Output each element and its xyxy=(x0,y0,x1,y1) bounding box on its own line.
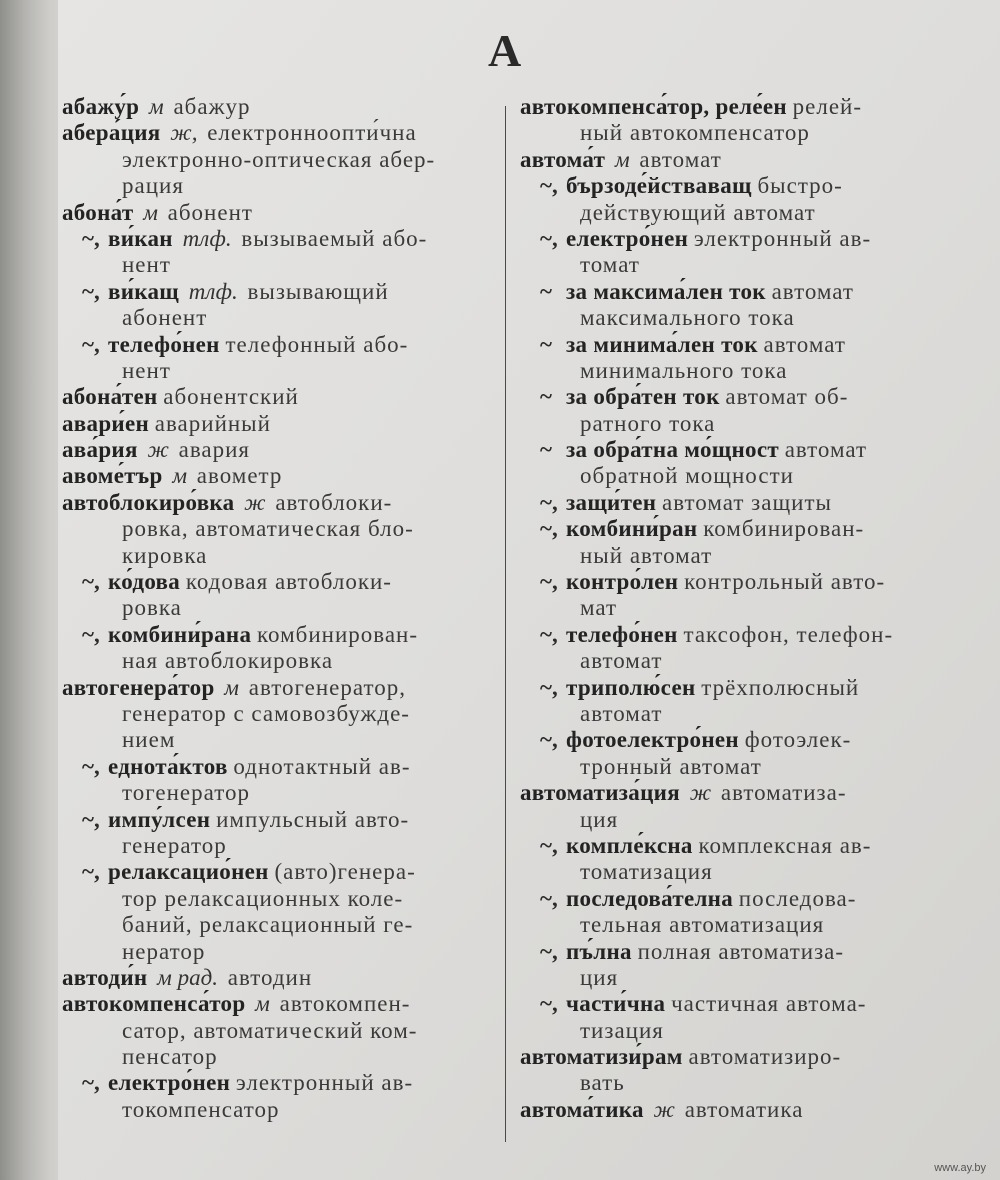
translation: фотоэлек- xyxy=(744,727,852,753)
translation: автоблоки- xyxy=(275,489,393,515)
dictionary-line xyxy=(62,543,490,569)
translation: пенсатор xyxy=(122,1044,218,1070)
dictionary-line xyxy=(62,147,490,173)
translation: контрольный авто- xyxy=(684,569,886,595)
translation: релей- xyxy=(792,94,863,119)
translation: электронный ав- xyxy=(235,1070,414,1096)
translation: томат xyxy=(580,252,640,278)
translation: ровка, автоматическая бло- xyxy=(122,516,414,542)
dictionary-line xyxy=(62,939,490,965)
dictionary-line xyxy=(520,648,940,674)
dictionary-line xyxy=(520,411,940,437)
tilde-marker: ~, xyxy=(540,173,558,199)
dictionary-line xyxy=(520,754,940,780)
translation: электронный ав- xyxy=(693,225,872,251)
tilde-marker: ~, xyxy=(82,859,100,885)
headword: фотоелектро́нен xyxy=(566,727,739,753)
tilde-marker: ~, xyxy=(540,225,558,251)
tilde-marker: ~, xyxy=(82,225,100,251)
translation: тизация xyxy=(580,1017,664,1043)
left-column xyxy=(62,94,490,1123)
headword: автогенера́тор xyxy=(62,674,215,700)
translation: мат xyxy=(580,595,618,621)
tilde-marker: ~, xyxy=(82,753,100,779)
translation: баний, релаксационный ге- xyxy=(122,912,414,938)
dictionary-line xyxy=(62,332,490,358)
translation: ный автомат xyxy=(580,542,713,568)
translation: автомат xyxy=(580,700,663,726)
dictionary-line xyxy=(520,94,940,120)
translation: телефонный або- xyxy=(225,331,409,357)
dictionary-line xyxy=(62,569,490,595)
grammar-label: м xyxy=(149,94,164,119)
tilde-marker: ~, xyxy=(540,991,558,1017)
headword: авари́ен xyxy=(62,410,150,436)
dictionary-line xyxy=(520,305,940,331)
translation: тогенератор xyxy=(122,780,250,806)
translation: полная автоматиза- xyxy=(637,938,845,964)
translation: абонент xyxy=(122,305,208,331)
dictionary-line xyxy=(62,1097,490,1123)
dictionary-line xyxy=(62,807,490,833)
dictionary-line xyxy=(62,701,490,727)
translation: ратного тока xyxy=(580,410,716,436)
translation: последова- xyxy=(738,885,857,911)
headword: ко́дова xyxy=(108,569,181,595)
headword: автокомпенса́тор, реле́ен xyxy=(520,94,787,119)
translation: ровка xyxy=(122,595,182,621)
dictionary-line xyxy=(62,173,490,199)
translation: авария xyxy=(178,437,250,463)
translation: автокомпен- xyxy=(279,991,411,1017)
tilde-marker: ~ xyxy=(540,437,552,463)
translation: импульсный авто- xyxy=(216,806,410,832)
tilde-marker: ~, xyxy=(540,832,558,858)
dictionary-line xyxy=(520,147,940,173)
dictionary-line xyxy=(62,437,490,463)
dictionary-line xyxy=(520,701,940,727)
dictionary-line xyxy=(62,226,490,252)
translation: ный автокомпенсатор xyxy=(580,120,810,146)
dictionary-line xyxy=(520,595,940,621)
tilde-marker: ~, xyxy=(82,1070,100,1096)
translation: тронный автомат xyxy=(580,753,762,779)
tilde-marker: ~, xyxy=(82,806,100,832)
translation: вызывающий xyxy=(247,278,389,304)
headword: последова́телна xyxy=(566,885,734,911)
tilde-marker: ~, xyxy=(82,621,100,647)
headword: електро́нен xyxy=(108,1070,231,1096)
headword: компле́ксна xyxy=(566,832,693,858)
translation: автомат xyxy=(639,146,722,172)
headword: бързоде́йстваващ xyxy=(566,173,752,199)
dictionary-line xyxy=(520,675,940,701)
grammar-label: ж xyxy=(244,489,266,515)
dictionary-line xyxy=(520,437,940,463)
right-column xyxy=(520,94,940,1123)
translation: генератор xyxy=(122,832,227,858)
grammar-label: ж xyxy=(147,437,169,463)
headword: комбини́рана xyxy=(108,621,252,647)
dictionary-line xyxy=(520,912,940,938)
dictionary-line xyxy=(62,358,490,384)
translation: автомат защиты xyxy=(662,489,832,515)
grammar-label: тлф. xyxy=(182,225,232,251)
grammar-label: ж xyxy=(689,780,712,806)
dictionary-line xyxy=(62,965,490,991)
dictionary-line xyxy=(520,622,940,648)
translation: трёхполюсный xyxy=(701,674,860,700)
grammar-label: тлф. xyxy=(188,278,238,304)
headword: автокомпенса́тор xyxy=(62,991,246,1017)
translation: (авто)генера- xyxy=(274,859,416,885)
translation: комбинирован- xyxy=(703,516,865,542)
headword: абера́ция xyxy=(62,120,161,146)
dictionary-line xyxy=(520,727,940,753)
dictionary-line xyxy=(520,543,940,569)
dictionary-line xyxy=(520,1044,940,1070)
headword: импу́лсен xyxy=(108,806,211,832)
translation: кировка xyxy=(122,542,208,568)
dictionary-line xyxy=(520,173,940,199)
dictionary-line xyxy=(520,833,940,859)
headword: за максима́лен ток xyxy=(566,278,766,304)
translation: електронноопти́чна xyxy=(207,120,417,146)
headword: абажу́р xyxy=(62,94,140,119)
translation: вать xyxy=(580,1070,625,1096)
dictionary-line xyxy=(520,1097,940,1123)
column-divider xyxy=(505,106,506,1142)
translation: токомпенсатор xyxy=(122,1096,280,1122)
dictionary-line xyxy=(62,886,490,912)
translation: тельная автоматизация xyxy=(580,912,825,938)
dictionary-line xyxy=(62,833,490,859)
dictionary-line xyxy=(62,120,490,146)
dictionary-line xyxy=(62,754,490,780)
headword: автоди́н xyxy=(62,964,148,990)
translation: вызываемый або- xyxy=(241,225,428,251)
grammar-label: м xyxy=(224,674,239,700)
tilde-marker: ~, xyxy=(540,938,558,964)
headword: електро́нен xyxy=(566,225,689,251)
dictionary-line xyxy=(62,1044,490,1070)
dictionary-line xyxy=(520,516,940,542)
dictionary-line xyxy=(62,411,490,437)
translation: сатор, автоматический ком- xyxy=(122,1017,418,1043)
dictionary-line xyxy=(520,1018,940,1044)
dictionary-line xyxy=(520,332,940,358)
headword: за минима́лен ток xyxy=(566,331,758,357)
headword: абона́т xyxy=(62,199,134,225)
translation: абажур xyxy=(173,94,251,119)
dictionary-line xyxy=(520,226,940,252)
translation: нием xyxy=(122,727,176,753)
translation: ция xyxy=(580,964,619,990)
headword: ви́кан xyxy=(108,225,173,251)
headword: защи́тен xyxy=(566,489,657,515)
translation: автодин xyxy=(227,964,313,990)
translation: рация xyxy=(122,173,184,199)
section-letter: А xyxy=(488,25,523,76)
translation: ция xyxy=(580,806,619,832)
headword: пъ́лна xyxy=(566,938,632,964)
translation: автомат xyxy=(763,331,846,357)
grammar-label: ж xyxy=(653,1096,675,1122)
dictionary-line xyxy=(62,1070,490,1096)
translation: действующий автомат xyxy=(580,199,816,225)
tilde-marker: ~, xyxy=(540,621,558,647)
watermark: www.ay.by xyxy=(934,1162,986,1174)
translation: нератор xyxy=(122,938,206,964)
dictionary-line xyxy=(520,463,940,489)
tilde-marker: ~ xyxy=(540,331,552,357)
dictionary-line xyxy=(62,595,490,621)
dictionary-line xyxy=(520,120,940,146)
translation: автомат xyxy=(580,648,663,674)
dictionary-line xyxy=(62,675,490,701)
tilde-marker: ~ xyxy=(540,384,552,410)
grammar-label: ж, xyxy=(170,120,198,146)
headword: автома́т xyxy=(520,146,606,172)
translation: минимального тока xyxy=(580,357,788,383)
dictionary-line xyxy=(62,463,490,489)
tilde-marker: ~, xyxy=(540,569,558,595)
dictionary-line xyxy=(520,859,940,885)
dictionary-line xyxy=(520,200,940,226)
translation: абонент xyxy=(167,199,253,225)
translation: тор релаксационных коле- xyxy=(122,885,404,911)
translation: автогенератор, xyxy=(248,674,406,700)
dictionary-line xyxy=(520,780,940,806)
headword: релаксацио́нен xyxy=(108,859,269,885)
translation: ная автоблокировка xyxy=(122,648,334,674)
dictionary-line xyxy=(62,648,490,674)
dictionary-line xyxy=(520,1070,940,1096)
translation: частичная автома- xyxy=(671,991,867,1017)
translation: автомат xyxy=(784,437,868,463)
dictionary-line xyxy=(62,384,490,410)
headword: триполю́сен xyxy=(566,674,696,700)
dictionary-line xyxy=(62,912,490,938)
tilde-marker: ~, xyxy=(540,674,558,700)
tilde-marker: ~, xyxy=(82,569,100,595)
headword: автоблокиро́вка xyxy=(62,489,235,515)
tilde-marker: ~ xyxy=(540,278,552,304)
translation: томатизация xyxy=(580,859,713,885)
tilde-marker: ~, xyxy=(82,278,100,304)
dictionary-line xyxy=(520,279,940,305)
headword: авоме́тър xyxy=(62,463,163,489)
translation: таксофон, телефон- xyxy=(683,621,894,647)
translation: кодовая автоблоки- xyxy=(185,569,392,595)
tilde-marker: ~, xyxy=(540,516,558,542)
dictionary-line xyxy=(62,200,490,226)
dictionary-line xyxy=(62,780,490,806)
grammar-label: м рад. xyxy=(157,964,218,990)
headword: части́чна xyxy=(566,991,666,1017)
dictionary-line xyxy=(62,727,490,753)
headword: комбини́ран xyxy=(566,516,698,542)
dictionary-line xyxy=(62,252,490,278)
dictionary-line xyxy=(520,569,940,595)
dictionary-line xyxy=(520,965,940,991)
headword: еднота́ктов xyxy=(108,753,228,779)
translation: авометр xyxy=(196,463,283,489)
headword: ава́рия xyxy=(62,437,138,463)
tilde-marker: ~, xyxy=(82,331,100,357)
dictionary-line xyxy=(520,886,940,912)
dictionary-line xyxy=(520,252,940,278)
translation: электронно-оптическая абер- xyxy=(122,146,436,172)
headword: телефо́нен xyxy=(108,331,220,357)
tilde-marker: ~, xyxy=(540,727,558,753)
dictionary-line xyxy=(520,939,940,965)
dictionary-line xyxy=(520,807,940,833)
grammar-label: м xyxy=(143,199,158,225)
translation: нент xyxy=(122,252,171,278)
dictionary-line xyxy=(62,622,490,648)
headword: автоматиза́ция xyxy=(520,780,680,806)
tilde-marker: ~, xyxy=(540,885,558,911)
headword: за обра́тен ток xyxy=(566,384,720,410)
tilde-marker: ~, xyxy=(540,489,558,515)
headword: абона́тен xyxy=(62,384,158,410)
translation: автоматизиро- xyxy=(688,1044,842,1070)
dictionary-line xyxy=(520,490,940,516)
dictionary-line xyxy=(62,305,490,331)
translation: комбинирован- xyxy=(257,621,419,647)
headword: ви́кащ xyxy=(108,278,179,304)
headword: контро́лен xyxy=(566,569,679,595)
grammar-label: м xyxy=(255,991,270,1017)
headword: автоматизи́рам xyxy=(520,1044,683,1070)
headword: за обра́тна мо́щност xyxy=(566,437,779,463)
translation: аварийный xyxy=(154,410,271,436)
translation: нент xyxy=(122,357,171,383)
dictionary-line xyxy=(62,490,490,516)
dictionary-line xyxy=(520,991,940,1017)
dictionary-line xyxy=(62,1018,490,1044)
dictionary-line xyxy=(62,859,490,885)
grammar-label: м xyxy=(172,463,188,489)
translation: быстро- xyxy=(757,173,843,199)
translation: автомат xyxy=(771,278,854,304)
translation: автоматика xyxy=(684,1096,804,1122)
dictionary-line xyxy=(520,358,940,384)
grammar-label: м xyxy=(614,146,630,172)
translation: однотактный ав- xyxy=(233,753,411,779)
dictionary-line xyxy=(520,384,940,410)
dictionary-line xyxy=(62,94,490,120)
translation: автомат об- xyxy=(725,384,849,410)
headword: телефо́нен xyxy=(566,621,678,647)
translation: генератор с самовозбужде- xyxy=(122,700,410,726)
translation: комплексная ав- xyxy=(698,832,872,858)
translation: автоматиза- xyxy=(720,780,847,806)
dictionary-line xyxy=(62,279,490,305)
translation: обратной мощности xyxy=(580,463,794,489)
headword: автома́тика xyxy=(520,1096,644,1122)
dictionary-line xyxy=(62,516,490,542)
dictionary-line xyxy=(62,991,490,1017)
translation: абонентский xyxy=(163,384,299,410)
translation: максимального тока xyxy=(580,305,795,331)
